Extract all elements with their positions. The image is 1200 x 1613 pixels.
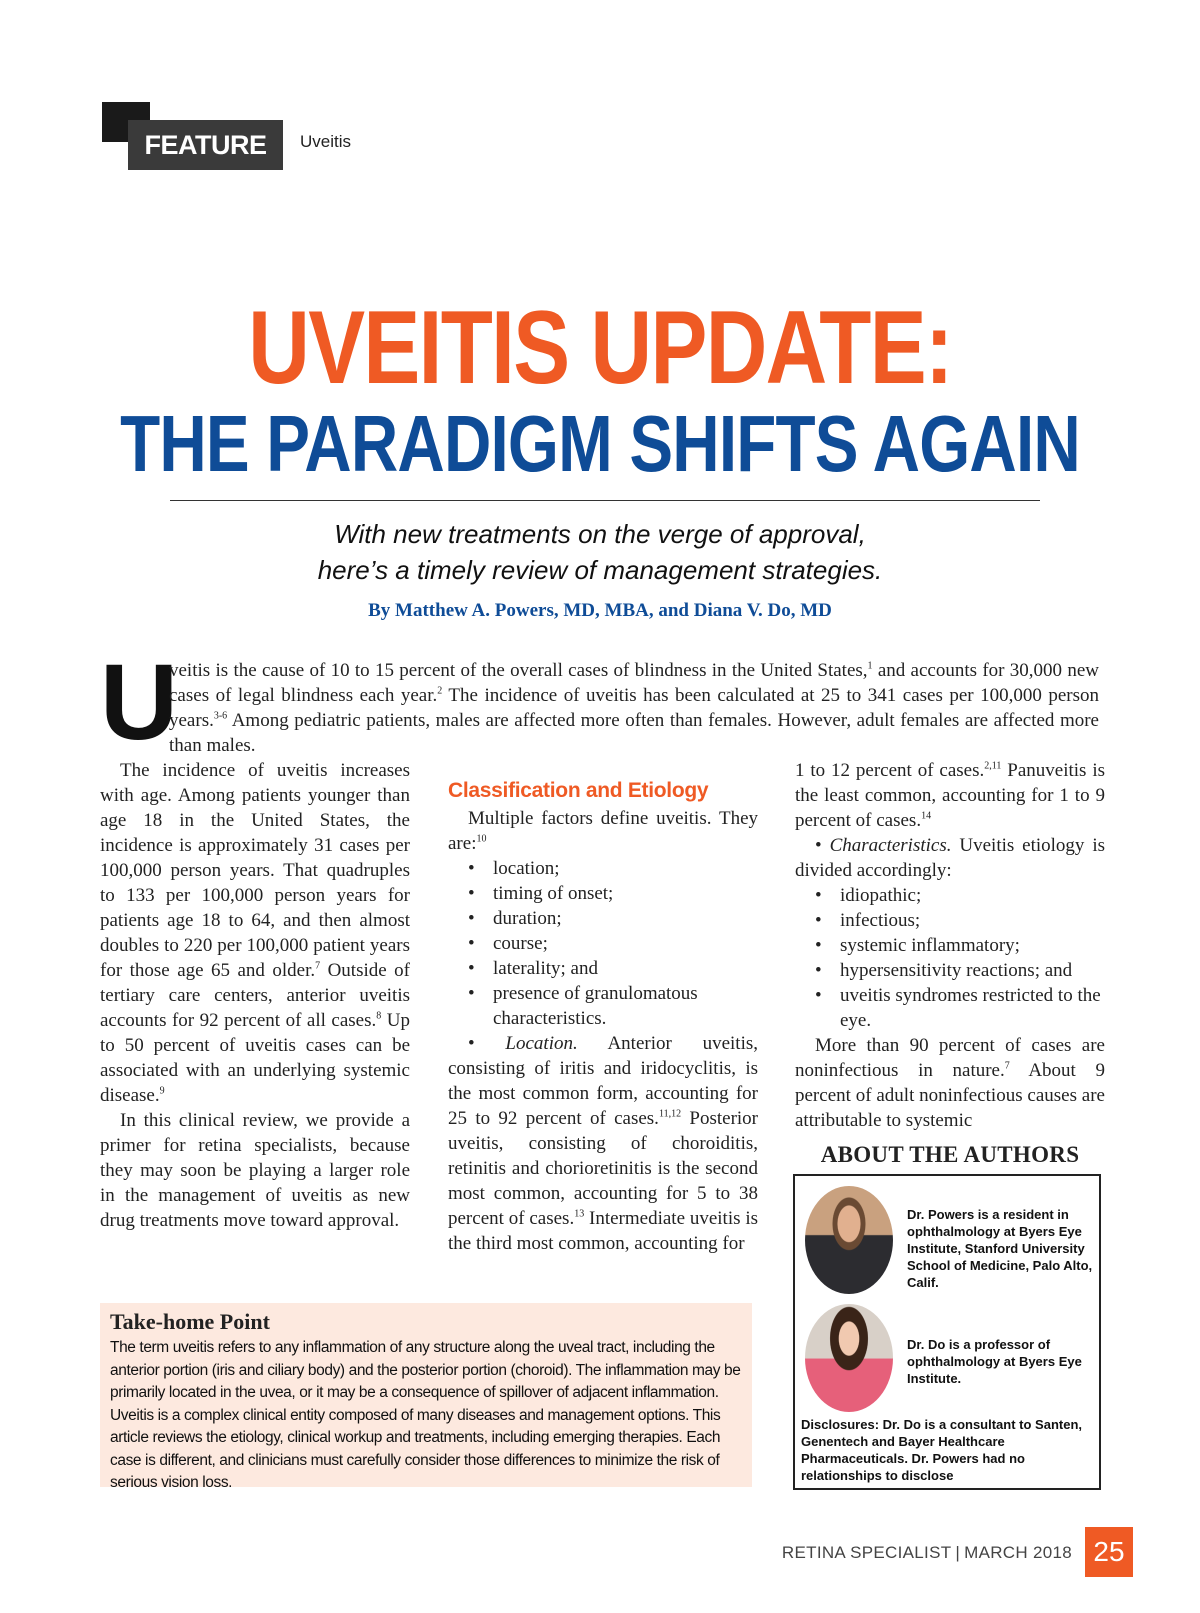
citation: 14 [921, 810, 932, 822]
intro-text: The incidence of uveitis has been calculated at 25 to 341 cases per 100,000 person years. [169, 685, 1100, 731]
citation: 7 [315, 960, 321, 972]
list-item: • presence of granulomatous characteristics. [448, 981, 758, 1031]
section-topic: Uveitis [300, 132, 352, 151]
list-item: • uveitis syndromes restricted to the eye. [795, 983, 1105, 1033]
article-column-2 [448, 778, 758, 1256]
intro-paragraph [169, 658, 1099, 758]
citation: 2 [437, 685, 443, 697]
paragraph-text: The incidence of uveitis increases with age. Among patients younger than age 18 in the United States, the incidence is approximately 31 cases per 100,000 person years. That quadruples to 133 per 100,000 person years for patients age 18 to 64, and then almost doubles to 220 per 100,000 patient years for those age 65 and older. [100, 760, 410, 981]
disclosures: Disclosures: Dr. Do is a consultant to Santen, Genentech and Bayer Healthcare Pharmaceuticals. Dr. Powers had no relationships to disclose [801, 1417, 1083, 1483]
intro-text: veitis is the cause of 10 to 15 percent of the overall cases of blindness in the United States, [169, 660, 868, 681]
run-in-label: Characteristics. [829, 835, 952, 856]
takehome-text: The term uveitis refers to any inflammation of any structure along the uveal tract, including the anterior portion (iris and ciliary body) and the posterior portion (choroid). The inflammation may be primarily located in the uvea, or it may be a consequence of spillover of adjacent inflammation. Uveitis is a complex clinical entity composed of many diseases and management options. This article reviews the etiology, clinical workup and treatments, including emerging therapies. Each case is different, and clinicians must carefully consider those differences to minimize the risk of serious vision loss. [110, 1339, 741, 1491]
deck-line1: With new treatments on the verge of approval, [334, 519, 866, 549]
list-item: • location; [448, 856, 758, 881]
list-item: • infectious; [795, 908, 1105, 933]
deck-line2: here’s a timely review of management strategies. [317, 555, 883, 585]
takehome-box [100, 1303, 752, 1491]
list-item: • systemic inflammatory; [795, 933, 1105, 958]
paragraph [795, 758, 1105, 833]
list-item: • laterality; and [448, 956, 758, 981]
article-column-1 [100, 758, 410, 1233]
paragraph-text: Panuveitis is the least common, accounting for 1 to 9 percent of cases. [795, 760, 1105, 831]
paragraph [100, 758, 410, 1108]
publication-name: RETINA SPECIALIST [781, 1543, 952, 1562]
paragraph-text: Up to 50 percent of uveitis cases can be associated with an underlying systemic disease. [100, 1010, 410, 1106]
citation: 11,12 [658, 1108, 682, 1120]
issue-date: MARCH 2018 [964, 1543, 1072, 1562]
paragraph-text: Uveitis etiology is divided accordingly: [795, 835, 1106, 881]
citation: 10 [476, 833, 487, 845]
footer-separator: | [955, 1543, 961, 1562]
list-item: • idiopathic; [795, 883, 1105, 908]
paragraph: • Location. Anterior uveitis, consisting of iritis and iridocyclitis, is the most common form, accounting for 25 to 92 percent of cases.$^{11,12}$ Posterior uveitis, consisting of choroiditis, retinitis and chorioretinitis is the second most common, accounting for 5 to 38 percent of cases.$^{13}$ Intermediate uveitis is the third most common, accounting for [448, 1033, 758, 1254]
list-item: • hypersensitivity reactions; and [795, 958, 1105, 983]
intro-text: Among pediatric patients, males are affected more often than females. However, adult females are affected more than males. [169, 710, 1099, 756]
citation: 2,11 [984, 760, 1002, 772]
paragraph: • Characteristics. Uveitis etiology is divided accordingly: [795, 835, 1106, 881]
list-item: • duration; [448, 906, 758, 931]
factor-list [448, 856, 758, 1031]
paragraph-text: Outside of tertiary care centers, anterior uveitis accounts for 92 percent of all cases. [100, 960, 410, 1031]
paragraph-text: About 9 percent of adult noninfectious causes are attributable to systemic [795, 1060, 1105, 1131]
paragraph-text: Intermediate uveitis is the third most common, accounting for [448, 1208, 758, 1254]
paragraph [448, 806, 758, 856]
paragraph-text: Multiple factors define uveitis. They are: [448, 808, 758, 854]
headline-divider [170, 500, 1040, 501]
author-bio-powers: Dr. Powers is a resident in ophthalmology at Byers Eye Institute, Stanford University School of Medicine, Palo Alto, Calif. [907, 1207, 1093, 1290]
list-item: • course; [448, 931, 758, 956]
byline: By Matthew A. Powers, MD, MBA, and Diana V. Do, MD [368, 600, 832, 621]
paragraph-text: Posterior uveitis, consisting of choroiditis, retinitis and chorioretinitis is the second most common, accounting for 5 to 38 percent of cases. [448, 1108, 758, 1229]
page-number: 25 [1085, 1527, 1133, 1577]
list-item: • timing of onset; [448, 881, 758, 906]
page-footer [782, 1543, 1072, 1563]
headline-line1: UVEITIS UPDATE: [248, 290, 952, 406]
paragraph: In this clinical review, we provide a primer for retina specialists, because they may soon be playing a larger role in the management of uveitis as new drug treatments move toward approval. [100, 1110, 410, 1231]
paragraph-text: Anterior uveitis, consisting of iritis and iridocyclitis, is the most common form, accounting for 25 to 92 percent of cases. [448, 1033, 758, 1129]
citation: 9 [159, 1085, 165, 1097]
citation: 13 [574, 1208, 585, 1220]
citation: 8 [376, 1010, 382, 1022]
author-photo-do [805, 1304, 893, 1412]
takehome-heading: Take-home Point [110, 1309, 270, 1334]
citation: 1 [867, 660, 873, 672]
citation: 3-6 [213, 710, 228, 722]
paragraph-text: More than 90 percent of cases are noninfectious in nature. [795, 1035, 1105, 1081]
run-in-label: Location. [505, 1033, 578, 1054]
author-bio-do: Dr. Do is a professor of ophthalmology at Byers Eye Institute. [907, 1337, 1082, 1386]
drop-cap: U [100, 641, 178, 762]
deck [0, 516, 1200, 588]
citation: 7 [1004, 1060, 1010, 1072]
paragraph-text: 1 to 12 percent of cases. [795, 760, 985, 781]
etiology-list [795, 883, 1105, 1033]
about-authors-box [793, 1174, 1101, 1490]
intro-text: and accounts for 30,000 new cases of legal blindness each year. [169, 660, 1099, 706]
section-heading: Classification and Etiology [448, 779, 709, 802]
author-photo-powers [805, 1186, 893, 1294]
headline-line2: THE PARADIGM SHIFTS AGAIN [120, 399, 1080, 488]
about-authors-heading: ABOUT THE AUTHORS [820, 1142, 1080, 1167]
article-column-3 [795, 758, 1105, 1133]
feature-label: FEATURE [128, 120, 283, 170]
paragraph [795, 1033, 1105, 1133]
